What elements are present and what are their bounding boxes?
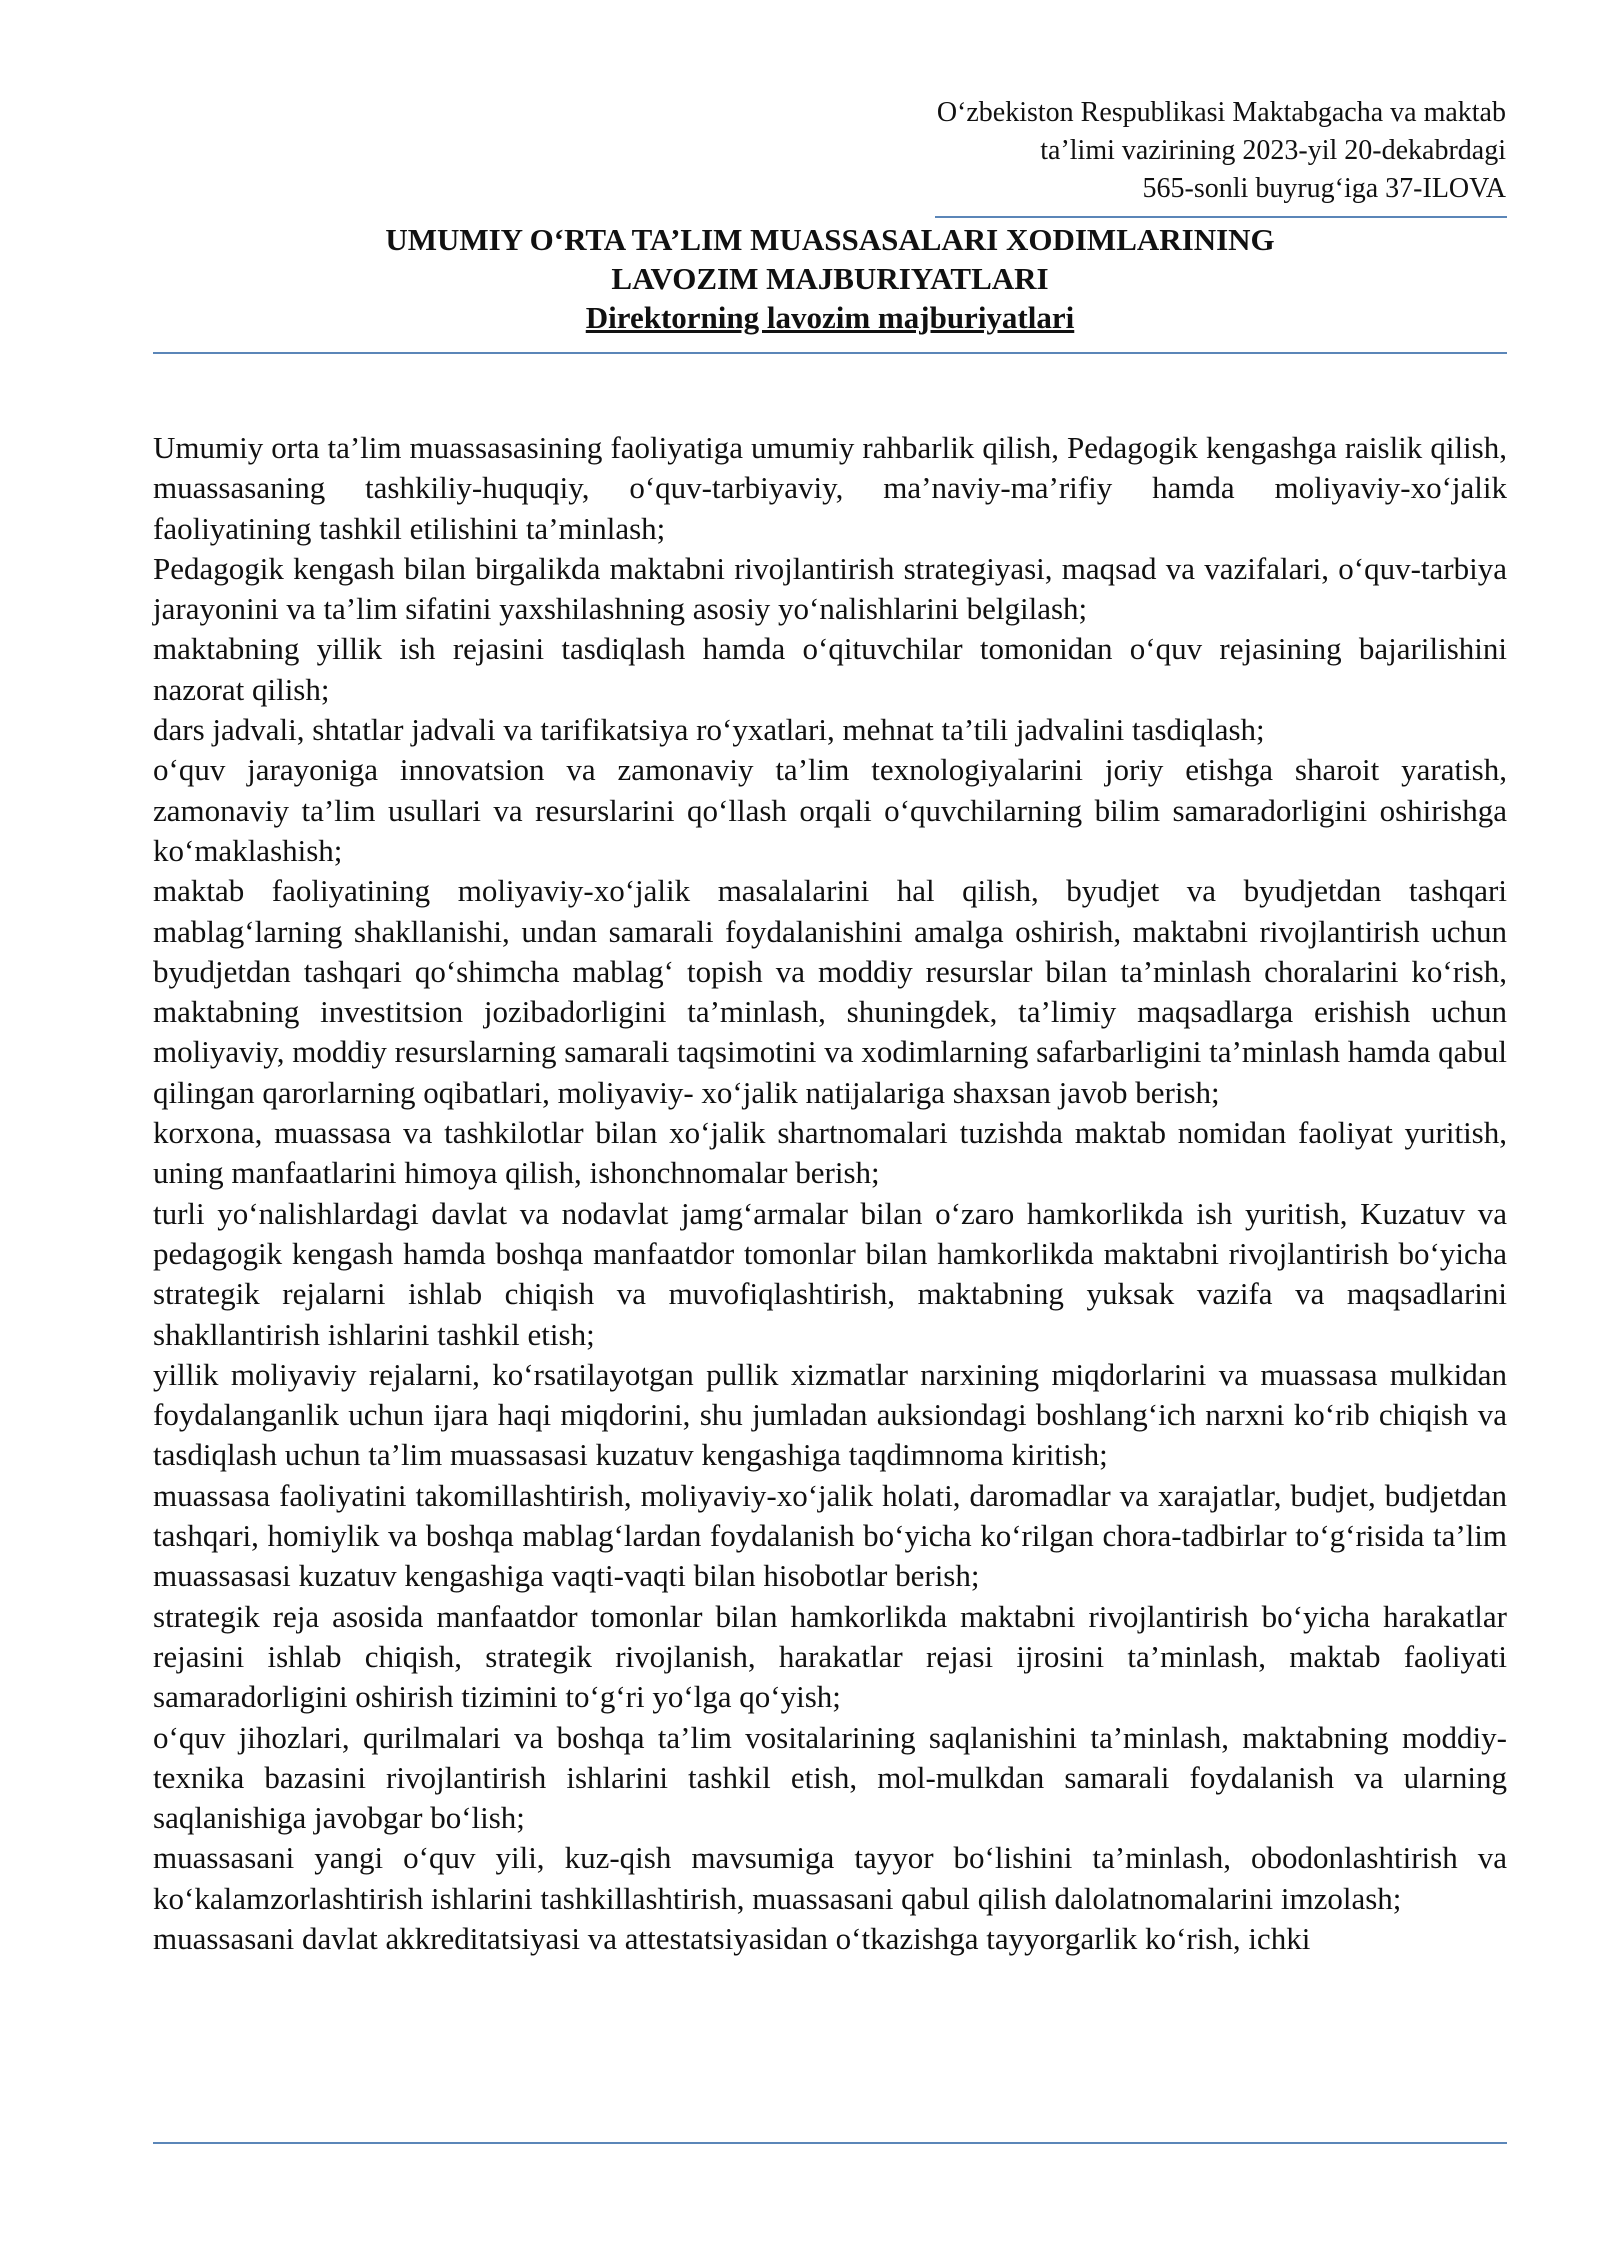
duty-paragraph: muassasani yangi o‘quv yili, kuz-qish mavsumiga tayyor bo‘lishini ta’minlash, obodonlashtirish va ko‘kalamzorlashtirish ishlarini tashkillashtirish, muassasani qabul qilish dalolatnomalarini imzolash; xyxy=(153,1840,1507,1916)
footer-divider xyxy=(153,2142,1507,2144)
title-line-1: UMUMIY O‘RTA TA’LIM MUASSASALARI XODIMLARINING xyxy=(385,222,1275,257)
approval-note-line-1: O‘zbekiston Respublikasi Maktabgacha va maktab xyxy=(936,97,1506,128)
duty-paragraph: muassasani davlat akkreditatsiyasi va attestatsiyasidan o‘tkazishga tayyorgarlik ko‘rish, ichki xyxy=(153,1920,1311,1956)
document-title xyxy=(153,220,1507,337)
duty-paragraph: yillik moliyaviy rejalarni, ko‘rsatilayotgan pullik xizmatlar narxining miqdorlarini va muassasa mulkidan foydalanganlik uchun ijara haqi miqdorini, shu jumladan auksiondagi boshlang‘ich narxni ko‘rib chiqish va tasdiqlash uchun ta’lim muassasasi kuzatuv kengashiga taqdimnoma kiritish; xyxy=(153,1356,1507,1473)
duty-paragraph: maktab faoliyatining moliyaviy-xo‘jalik masalalarini hal qilish, byudjet va byudjetdan tashqari mablag‘larning shakllanishi, undan samarali foydalanishini amalga oshirish, maktabni rivojlantirish uchun byudjetdan tashqari qo‘shimcha mablag‘ topish va moddiy resurslar bilan ta’minlash choralarini ko‘rish, maktabning investitsion jozibadorligini ta’minlash, shuningdek, ta’limiy maqsadlarga erishish uchun moliyaviy, moddiy resurslarning samarali taqsimotini va xodimlarning safarbarligini ta’minlash hamda qabul qilingan qarorlarning oqibatlari, moliyaviy- xo‘jalik natijalariga shaxsan javob berish; xyxy=(153,873,1507,1110)
section-subtitle: Direktorning lavozim majburiyatlari xyxy=(585,300,1075,335)
duty-paragraph: turli yo‘nalishlardagi davlat va nodavlat jamg‘armalar bilan o‘zaro hamkorlikda ish yuritish, Kuzatuv va pedagogik kengash hamda boshqa manfaatdor tomonlar bilan hamkorlikda maktabni rivojlantirish bo‘yicha strategik rejalarni ishlab chiqish va muvofiqlashtirish, maktabning yuksak vazifa va maqsadlarini shakllantirish ishlarini tashkil etish; xyxy=(153,1195,1507,1352)
duty-paragraph: strategik reja asosida manfaatdor tomonlar bilan hamkorlikda maktabni rivojlantirish bo‘yicha harakatlar rejasini ishlab chiqish, strategik rivojlanish, harakatlar rejasi ijrosini ta’minlash, maktab faoliyati samaradorligini oshirish tizimini to‘g‘ri yo‘lga qo‘yish; xyxy=(153,1598,1507,1715)
duty-paragraph: Pedagogik kengash bilan birgalikda maktabni rivojlantirish strategiyasi, maqsad va vazifalari, o‘quv-tarbiya jarayonini va ta’lim sifatini yaxshilashning asosiy yo‘nalishlarini belgilash; xyxy=(153,550,1507,627)
duty-paragraph: korxona, muassasa va tashkilotlar bilan xo‘jalik shartnomalari tuzishda maktab nomidan faoliyat yuritish, uning manfaatlarini himoya qilish, ishonchnomalar berish; xyxy=(153,1115,1507,1191)
duty-paragraph: muassasa faoliyatini takomillashtirish, moliyaviy-xo‘jalik holati, daromadlar va xarajatlar, budjet, budjetdan tashqari, homiylik va boshqa mablag‘lardan foydalanish bo‘yicha ko‘rilgan chora-tadbirlar to‘g‘risida ta’lim muassasasi kuzatuv kengashiga vaqti-vaqti bilan hisobotlar berish; xyxy=(153,1477,1507,1594)
duty-paragraph: Umumiy orta ta’lim muassasasining faoliyatiga umumiy rahbarlik qilish, Pedagogik kengashga raislik qilish, muassasaning tashkiliy-huquqiy, o‘quv-tarbiyaviy, ma’naviy-ma’rifiy hamda moliyaviy-xo‘jalik faoliyatining tashkil etilishini ta’minlash; xyxy=(153,430,1507,546)
approval-note xyxy=(746,94,1506,208)
duties-list xyxy=(153,428,1507,1959)
duty-paragraph: dars jadvali, shtatlar jadvali va tarifikatsiya ro‘yxatlari, mehnat ta’tili jadvalini tasdiqlash; xyxy=(153,712,1265,748)
title-divider xyxy=(153,352,1507,354)
duty-paragraph: o‘quv jarayoniga innovatsion va zamonaviy ta’lim texnologiyalarini joriy etishga sharoit yaratish, zamonaviy ta’lim usullari va resurslarini qo‘llash orqali o‘quvchilarning bilim samaradorligini oshirishga ko‘maklashish; xyxy=(153,752,1507,868)
title-line-2: LAVOZIM MAJBURIYATLARI xyxy=(611,261,1049,296)
duty-paragraph: o‘quv jihozlari, qurilmalari va boshqa ta’lim vositalarining saqlanishini ta’minlash, maktabning moddiy-texnika bazasini rivojlantirish ishlarini tashkil etish, mol-mulkdan samarali foydalanish va ularning saqlanishiga javobgar bo‘lish; xyxy=(153,1719,1507,1836)
header-divider xyxy=(935,216,1507,218)
approval-note-line-2: ta’limi vazirining 2023-yil 20-dekabrdagi xyxy=(1040,135,1506,166)
duty-paragraph: maktabning yillik ish rejasini tasdiqlash hamda o‘qituvchilar tomonidan o‘quv rejasining bajarilishini nazorat qilish; xyxy=(153,631,1507,707)
approval-note-line-3: 565-sonli buyrug‘iga 37-ILOVA xyxy=(1142,173,1506,204)
